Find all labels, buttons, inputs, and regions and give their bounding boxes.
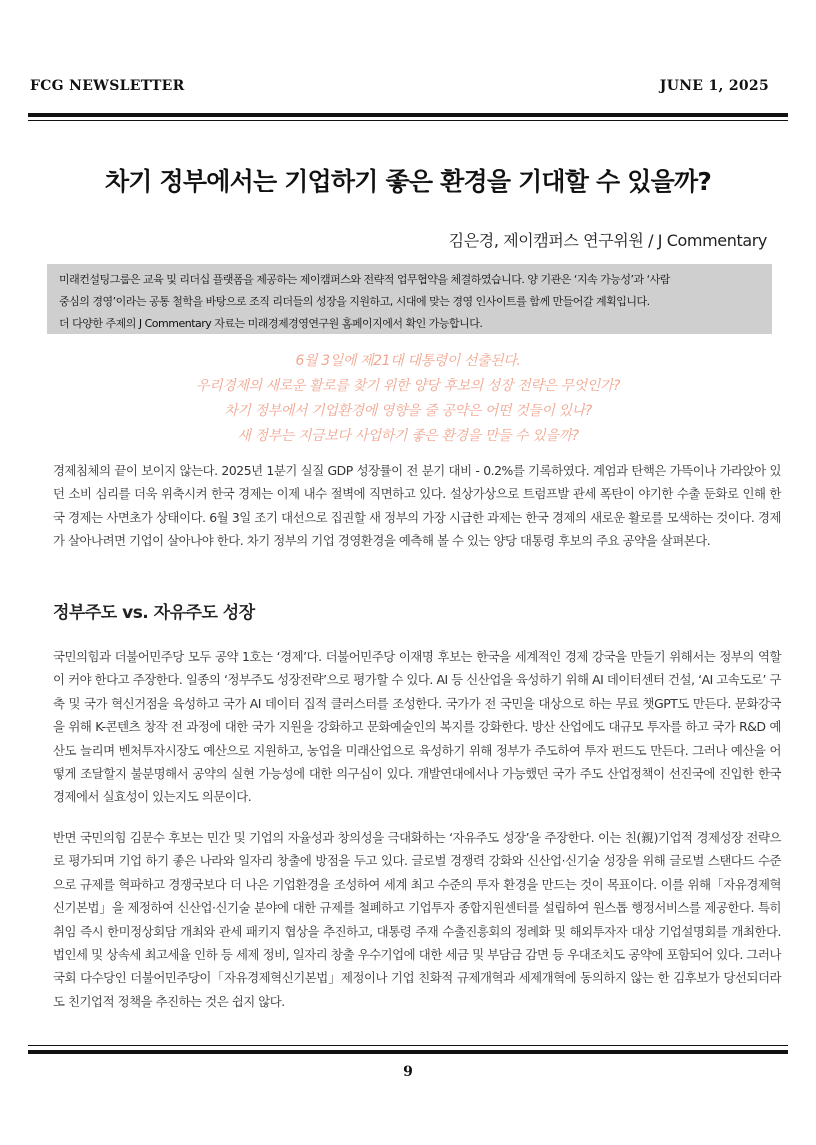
body-paragraph: 경제침체의 끝이 보이지 않는다. 2025년 1분기 실질 GDP 성장률이 전 분기 대비 - 0.2%를 기록하였다. 계엄과 탄핵은 가뜩이나 가라앉아 있던 소비 심리를 더욱 위축시켜 한국 경제는 이제 내수 절벽에 직면하고 있다. 설상가상으로 트럼프발 관세 폭탄이 야기한 수출 둔화로 인해 한국 경제는 사면초가 상태이다. 6월 3일 조기 대선으로 집권할 새 정부의 가장 시급한 과제는 한국 경제의 새로운 활로를 모색하는 것이다. 경제가 살아나려면 기업이 살아나야 한다. 차기 정부의 기업 경영환경을 예측해 볼 수 있는 양당 대통령 후보의 주요 공약을 살펴본다. — [53, 463, 781, 549]
publication-name: FCG NEWSLETTER — [30, 78, 185, 94]
intro-box — [47, 264, 772, 334]
pull-quote-line: 6월 3일에 제21대 대통령이 선출된다. — [295, 353, 521, 369]
body-paragraph: 국민의힘과 더불어민주당 모두 공약 1호는 ‘경제’다. 더불어민주당 이재명 후보는 한국을 세계적인 경제 강국을 만들기 위해서는 정부의 역할이 커야 한다고 주장한다. 일종의 ‘정부주도 성장전략’으로 평가할 수 있다. AI 등 신산업을 육성하기 위해 AI 데이터센터 건설, ‘AI 고속도로’ 구축 및 국가 혁신거점을 육성하고 국가 AI 데이터 집적 클러스터를 조성한다. 국가가 전 국민을 대상으로 하는 무료 챗GPT도 만든다. 문화강국을 위해 K-콘텐츠 창작 전 과정에 대한 국가 지원을 강화하고 문화예술인의 복지를 강화한다. 방산 산업에도 대규모 투자를 하고 국가 R&D 예산도 늘리며 벤처투자시장도 예산으로 지원하고, 농업을 미래산업으로 육성하기 위해 정부가 주도하여 투자 펀드도 만든다. 그러나 예산을 어떻게 조달할지 불분명해서 공약의 실현 가능성에 대한 의구심이 있다. 개발연대에서나 가능했던 국가 주도 산업정책이 선진국에 진입한 한국 경제에서 실효성이 있는지도 의문이다. — [53, 649, 781, 805]
pull-quote — [28, 349, 788, 449]
issue-date: JUNE 1, 2025 — [659, 78, 769, 94]
intro-line: 더 다양한 주제의 J Commentary 자료는 미래경제경영연구원 홈페이지에서 확인 가능합니다. — [59, 317, 483, 330]
section-heading: 정부주도 vs. 자유주도 성장 — [53, 603, 255, 623]
intro-line: 미래컨설팅그룹은 교육 및 리더십 플랫폼을 제공하는 제이캠퍼스와 전략적 업무협약을 체결하였습니다. 양 기관은 ‘지속 가능성’과 ‘사람 — [59, 273, 670, 286]
footer-rule-thick — [28, 1050, 788, 1054]
page-number: 9 — [403, 1064, 413, 1080]
header-rule-thick — [28, 113, 788, 117]
pull-quote-line: 우리경제의 새로운 활로를 찾기 위한 양당 후보의 성장 전략은 무엇인가? — [195, 378, 621, 394]
footer-rule-thin — [28, 1045, 788, 1046]
body-paragraph: 반면 국민의힘 김문수 후보는 민간 및 기업의 자율성과 창의성을 극대화하는 ‘자유주도 성장’을 주장한다. 이는 친(親)기업적 경제성장 전략으로 평가되며 기업 하기 좋은 나라와 일자리 창출에 방점을 두고 있다. 글로벌 경쟁력 강화와 신산업·신기술 성장을 위해 글로벌 스탠다드 수준으로 규제를 혁파하고 경쟁국보다 더 나은 기업환경을 조성하여 세계 최고 수준의 투자 환경을 만드는 것이 목표이다. 이를 위해「자유경제혁신기본법」을 제정하여 신산업·신기술 분야에 대한 규제를 철폐하고 기업투자 종합지원센터를 설립하여 원스톱 행정서비스를 제공한다. 특히 취임 즉시 한미정상회담 개최와 관세 패키지 협상을 추진하고, 대통령 주재 수출진흥회의 정례화 및 해외투자자 대상 기업설명회를 개최한다. 법인세 및 상속세 최고세율 인하 등 세제 정비, 일자리 창출 우수기업에 대한 세금 및 부담금 감면 등 우대조치도 공약에 포함되어 있다. 그러나 국회 다수당인 더불어민주당이「자유경제혁신기본법」제정이나 기업 친화적 규제개혁과 세제개혁에 동의하지 않는 한 김후보가 당선되더라도 친기업적 정책을 추진하는 것은 쉽지 않다. — [53, 830, 781, 1009]
article-byline: 김은경, 제이캠퍼스 연구위원 / J Commentary — [448, 231, 767, 250]
header-rule-thin — [28, 120, 788, 121]
article-title: 차기 정부에서는 기업하기 좋은 환경을 기대할 수 있을까? — [104, 167, 712, 196]
pull-quote-line: 차기 정부에서 기업환경에 영향을 줄 공약은 어떤 것들이 있나? — [224, 403, 592, 419]
intro-line: 중심의 경영’이라는 공통 철학을 바탕으로 조직 리더들의 성장을 지원하고, 시대에 맞는 경영 인사이트를 함께 만들어갈 계획입니다. — [59, 295, 650, 308]
masthead — [30, 78, 769, 100]
pull-quote-line: 새 정부는 지금보다 사업하기 좋은 환경을 만들 수 있을까? — [237, 428, 579, 444]
